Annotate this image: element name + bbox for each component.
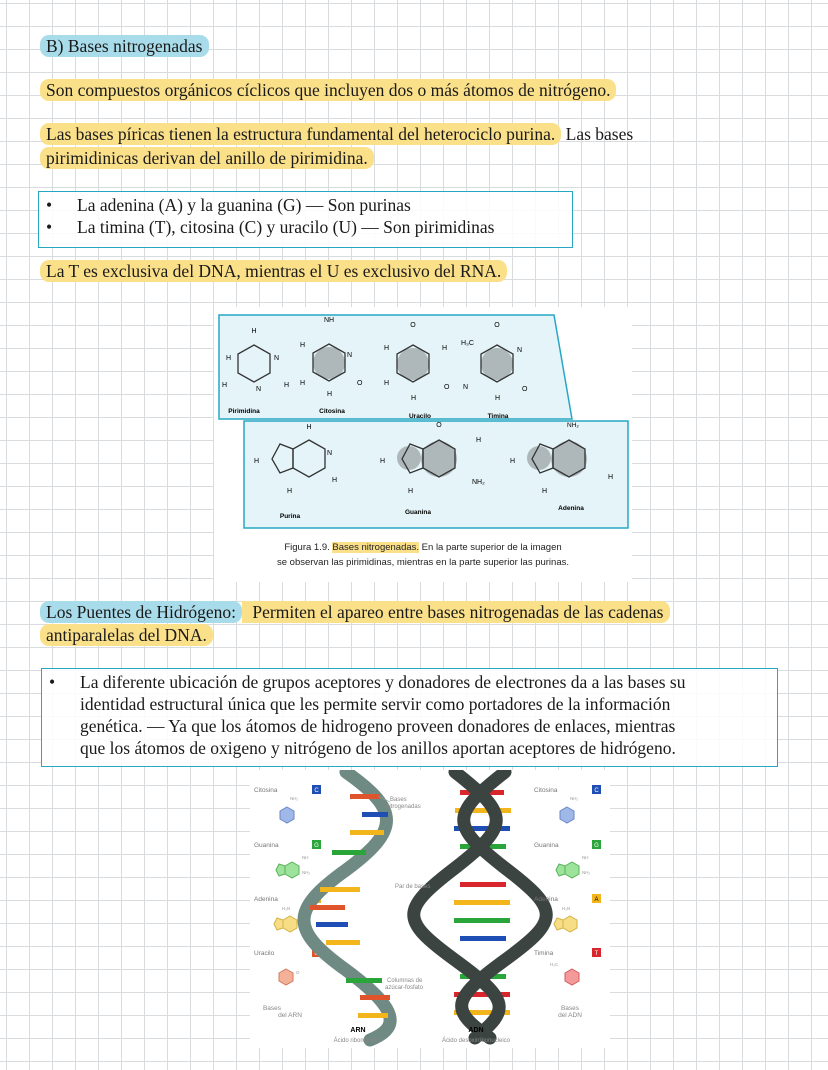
figure1-caption-line2: se observan las pirimidinas, mientras en la parte superior las purinas. xyxy=(277,557,569,568)
label-cytosine: Citosina xyxy=(319,408,345,415)
figure-rna-dna-svg xyxy=(250,770,610,1048)
svg-text:Citosina: Citosina xyxy=(254,787,278,794)
label-thymine: Timina xyxy=(487,413,509,420)
svg-text:O: O xyxy=(296,970,300,975)
svg-text:H: H xyxy=(510,458,516,465)
dna-sub: Ácido desoxirribonucleico xyxy=(441,1038,511,1044)
svg-text:H₃C: H₃C xyxy=(461,340,474,347)
svg-text:N: N xyxy=(463,384,469,391)
svg-text:O: O xyxy=(522,386,528,393)
hbonds-explanation xyxy=(42,671,777,759)
hbonds-text: Permiten el apareo entre bases nitrogenadas de las cadenas xyxy=(242,601,669,623)
svg-text:H: H xyxy=(411,395,417,402)
svg-text:H: H xyxy=(442,345,448,352)
svg-text:O: O xyxy=(436,422,442,429)
svg-text:O: O xyxy=(410,322,416,329)
svg-text:NH₂: NH₂ xyxy=(290,796,299,801)
svg-text:A: A xyxy=(594,897,599,903)
figure1-caption xyxy=(214,540,632,570)
svg-text:Adenina: Adenina xyxy=(534,896,558,903)
figure-rna-dna xyxy=(250,770,610,1048)
svg-text:Uracilo: Uracilo xyxy=(254,950,275,957)
svg-text:Citosina: Citosina xyxy=(534,787,558,794)
svg-text:G: G xyxy=(314,843,319,849)
svg-text:N: N xyxy=(274,355,280,362)
label-adenine: Adenina xyxy=(558,505,584,512)
svg-text:H: H xyxy=(380,458,386,465)
bases-classification-box xyxy=(38,191,573,248)
rna-label: ARN xyxy=(350,1027,366,1034)
svg-text:H₃C: H₃C xyxy=(550,962,559,967)
svg-text:H: H xyxy=(306,424,312,431)
exclusive-note-text: La T es exclusiva del DNA, mientras el U es exclusivo del RNA. xyxy=(40,260,507,282)
svg-text:N: N xyxy=(256,386,262,393)
svg-text:C: C xyxy=(594,788,599,794)
dna-helix xyxy=(414,772,547,1038)
hbonds-line-b: identidad estructural única que les permite servir como portadores de la información xyxy=(80,694,671,714)
intro-text: Son compuestos orgánicos cíclicos que incluyen dos o más átomos de nitrógeno. xyxy=(40,79,616,101)
svg-text:nitrogenadas: nitrogenadas xyxy=(386,804,421,810)
dna-label: ADN xyxy=(468,1027,484,1034)
section-heading-text: B) Bases nitrogenadas xyxy=(40,35,209,57)
pyrimidines-highlight: pirimidinicas derivan del anillo de pirimidina. xyxy=(40,147,374,169)
bullet-pyrimidines: • La timina (T), citosina (C) y uracilo (U) — Son pirimidinas xyxy=(39,216,572,238)
purines-highlight: Las bases píricas tienen la estructura fundamental del heterociclo purina. xyxy=(40,123,561,145)
svg-text:H₂N: H₂N xyxy=(562,906,571,911)
svg-text:Columnas de: Columnas de xyxy=(387,978,423,984)
svg-text:Adenina: Adenina xyxy=(254,896,278,903)
hbonds-title: Los Puentes de Hidrógeno: xyxy=(40,601,242,623)
svg-text:O: O xyxy=(444,384,450,391)
svg-text:H: H xyxy=(495,395,501,402)
pyrimidines-panel xyxy=(219,315,572,419)
svg-text:H: H xyxy=(254,458,260,465)
svg-text:N: N xyxy=(327,450,333,457)
figure1-caption-line1: Figura 1.9. Bases nitrogenadas. En la parte superior de la imagen xyxy=(284,542,562,553)
purines-paragraph-line2 xyxy=(40,147,374,169)
svg-text:H: H xyxy=(300,342,306,349)
svg-text:NH: NH xyxy=(302,855,309,860)
hbonds-line-a: • La diferente ubicación de grupos aceptores y donadores de electrones da a las bases su xyxy=(80,672,686,692)
svg-text:H: H xyxy=(287,488,293,495)
section-heading xyxy=(40,35,209,57)
label-guanine: Guanina xyxy=(404,509,432,516)
svg-text:H: H xyxy=(384,345,390,352)
svg-text:H: H xyxy=(408,488,414,495)
label-pyrimidine: Pirimidina xyxy=(228,408,260,415)
svg-text:NH₂: NH₂ xyxy=(472,479,485,486)
purines-paragraph-line1 xyxy=(40,123,633,145)
svg-text:NH: NH xyxy=(582,855,589,860)
svg-text:H: H xyxy=(300,380,306,387)
svg-text:U: U xyxy=(314,951,319,957)
svg-text:O: O xyxy=(357,380,363,387)
svg-text:T: T xyxy=(594,951,599,957)
svg-text:H: H xyxy=(608,474,614,481)
svg-text:H: H xyxy=(327,391,333,398)
hbonds-line2 xyxy=(40,624,213,646)
label-purine: Purina xyxy=(279,513,301,520)
hbonds-text-2: antiparalelas del DNA. xyxy=(40,624,213,646)
label-uracil: Uracilo xyxy=(408,413,432,420)
bullet-purines: • La adenina (A) y la guanina (G) — Son purinas xyxy=(39,194,572,216)
svg-text:NH₂: NH₂ xyxy=(302,870,311,875)
svg-text:Bases: Bases xyxy=(390,797,407,803)
svg-text:H: H xyxy=(284,382,290,389)
right-base-legend xyxy=(534,785,601,1019)
rna-sub: Ácido ribonucleico xyxy=(333,1038,383,1044)
svg-text:G: G xyxy=(594,843,599,849)
svg-text:H: H xyxy=(251,328,257,335)
svg-text:Guanina: Guanina xyxy=(534,842,559,849)
svg-text:A: A xyxy=(314,897,319,903)
svg-text:Bases: Bases xyxy=(262,1005,282,1012)
svg-text:NH₂: NH₂ xyxy=(570,796,579,801)
svg-text:H₂N: H₂N xyxy=(282,906,291,911)
rna-helix xyxy=(304,772,390,1040)
svg-text:Timina: Timina xyxy=(534,950,554,957)
hbonds-line-c: genética. — Ya que los átomos de hidrogeno proveen donadores de enlaces, mientras xyxy=(80,716,676,736)
svg-text:Bases: Bases xyxy=(560,1005,580,1012)
svg-text:N: N xyxy=(347,352,353,359)
svg-text:N: N xyxy=(517,347,523,354)
svg-text:del ADN: del ADN xyxy=(558,1012,582,1019)
svg-text:H: H xyxy=(384,380,390,387)
svg-text:NH₂: NH₂ xyxy=(582,870,591,875)
svg-text:H: H xyxy=(332,477,338,484)
svg-text:azúcar-fosfato: azúcar-fosfato xyxy=(385,985,424,991)
svg-text:Guanina: Guanina xyxy=(254,842,279,849)
svg-text:del ARN: del ARN xyxy=(278,1012,302,1019)
svg-text:H: H xyxy=(542,488,548,495)
callout-pair: Par de bases xyxy=(395,884,431,890)
svg-text:NH: NH xyxy=(323,317,335,324)
purines-rest: Las bases xyxy=(561,124,634,144)
hbonds-line1 xyxy=(40,601,670,623)
svg-text:H: H xyxy=(226,355,232,362)
intro-paragraph xyxy=(40,79,616,101)
exclusive-note xyxy=(40,260,507,282)
svg-text:H: H xyxy=(476,437,482,444)
svg-text:H: H xyxy=(222,382,228,389)
svg-text:C: C xyxy=(314,788,319,794)
svg-text:O: O xyxy=(494,322,500,329)
svg-text:NH₂: NH₂ xyxy=(567,422,579,429)
callout-columns xyxy=(385,978,424,991)
hbonds-line-d: que los átomos de oxigeno y nitrógeno de los anillos aportan aceptores de hidrógeno. xyxy=(80,738,676,758)
hbonds-explanation-box xyxy=(41,668,778,767)
figure-nitrogenous-bases xyxy=(214,307,632,582)
